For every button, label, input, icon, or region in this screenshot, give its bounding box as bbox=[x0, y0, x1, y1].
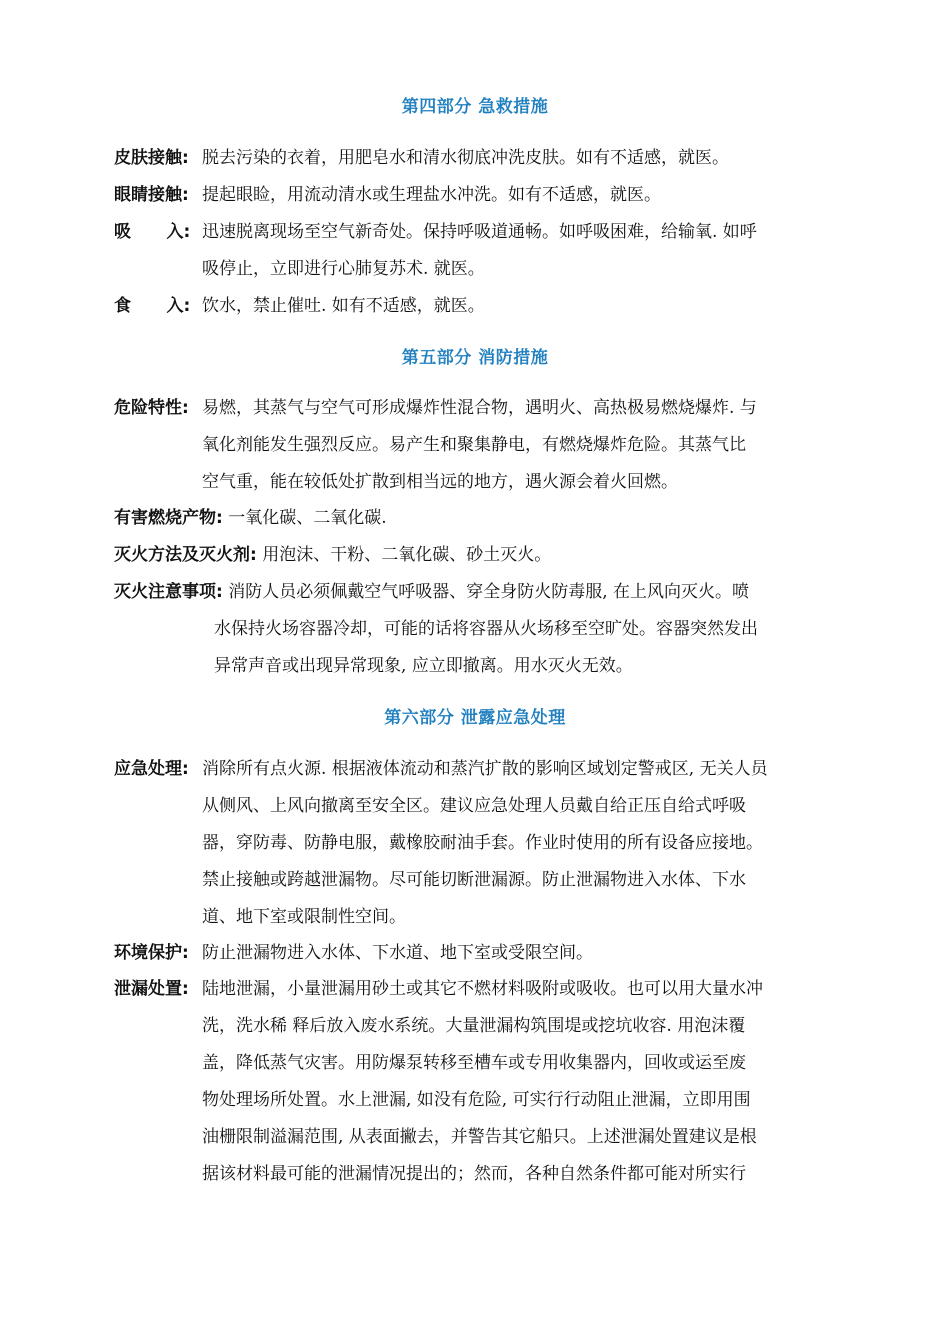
label-extinguishing-method: 灭火方法及灭火剂: bbox=[114, 545, 257, 565]
text-inhalation bbox=[114, 214, 844, 288]
label-skin-contact: 皮肤接触: bbox=[114, 148, 189, 168]
label-emergency-handling: 应急处理: bbox=[114, 759, 189, 779]
text-line: 盖，降低蒸气灾害。用防爆泵转移至槽车或专用收集器内，回收或运至废 bbox=[202, 1053, 746, 1073]
text-ingestion: 饮水，禁止催吐. 如有不适感，就医。 bbox=[202, 296, 485, 316]
label-inhalation: 吸 入: bbox=[114, 222, 191, 242]
entry-combustion-products bbox=[114, 500, 844, 537]
text-line: 氧化剂能发生强烈反应。易产生和聚集静电，有燃烧爆炸危险。其蒸气比 bbox=[202, 435, 746, 455]
section-title-first-aid: 第四部分 急救措施 bbox=[401, 97, 549, 117]
entry-inhalation bbox=[114, 214, 844, 288]
text-line: 器，穿防毒、防静电服，戴橡胶耐油手套。作业时使用的所有设备应接地。 bbox=[202, 833, 763, 853]
text-line: 迅速脱离现场至空气新奇处。保持呼吸道通畅。如呼吸困难，给输氧. 如呼 bbox=[202, 222, 757, 242]
text-line: 物处理场所处置。水上泄漏, 如没有危险, 可实行行动阻止泄漏，立即用围 bbox=[202, 1090, 751, 1110]
section-title-spill-response: 第六部分 泄露应急处理 bbox=[384, 708, 566, 728]
entry-firefighting-notes bbox=[114, 574, 844, 685]
entry-hazard-properties bbox=[114, 390, 844, 501]
label-leak-disposal: 泄漏处置: bbox=[114, 979, 189, 999]
text-line: 易燃，其蒸气与空气可形成爆炸性混合物，遇明火、高热极易燃烧爆炸. 与 bbox=[202, 398, 757, 418]
text-line: 从侧风、上风向撤离至安全区。建议应急处理人员戴自给正压自给式呼吸 bbox=[202, 796, 746, 816]
entry-skin-contact bbox=[114, 140, 844, 177]
text-combustion-products: 一氧化碳、二氧化碳. bbox=[222, 508, 387, 528]
entry-environmental-protection bbox=[114, 935, 844, 972]
text-line: 空气重，能在较低处扩散到相当远的地方，遇火源会着火回燃。 bbox=[202, 472, 678, 492]
text-line: 异常声音或出现异常现象, 应立即撤离。用水灭火无效。 bbox=[214, 656, 633, 676]
text-line bbox=[114, 574, 844, 611]
label-combustion-products: 有害燃烧产物: bbox=[114, 508, 223, 528]
text-extinguishing-method: 用泡沫、干粉、二氧化碳、砂土灭火。 bbox=[256, 545, 552, 565]
text-line: 吸停止，立即进行心肺复苏术. 就医。 bbox=[202, 259, 485, 279]
text-line: 水保持火场容器冷却，可能的话将容器从火场移至空旷处。容器突然发出 bbox=[214, 619, 758, 639]
label-eye-contact: 眼睛接触: bbox=[114, 185, 189, 205]
text-hazard-properties bbox=[114, 390, 844, 501]
text-line: 禁止接触或跨越泄漏物。尽可能切断泄漏源。防止泄漏物进入水体、下水 bbox=[202, 870, 746, 890]
text-line: 陆地泄漏，小量泄漏用砂土或其它不燃材料吸附或吸收。也可以用大量水冲 bbox=[202, 979, 763, 999]
text-line: 洗，洗水稀 释后放入废水系统。大量泄漏构筑围堤或挖坑收容. 用泡沫覆 bbox=[202, 1016, 746, 1036]
entry-extinguishing-method bbox=[114, 537, 844, 574]
text-line: 消除所有点火源. 根据液体流动和蒸汽扩散的影响区域划定警戒区, 无关人员 bbox=[202, 759, 768, 779]
text-emergency-handling bbox=[114, 751, 844, 936]
entry-eye-contact bbox=[114, 177, 844, 214]
text-line: 据该材料最可能的泄漏情况提出的；然而，各种自然条件都可能对所实行 bbox=[202, 1164, 746, 1184]
label-environmental-protection: 环境保护: bbox=[114, 943, 189, 963]
text-line: 道、地下室或限制性空间。 bbox=[202, 907, 406, 927]
label-firefighting-notes: 灭火注意事项: bbox=[114, 582, 223, 602]
text-leak-disposal bbox=[114, 971, 844, 1193]
text-firefighting-notes: 消防人员必须佩戴空气呼吸器、穿全身防火防毒服, 在上风向灭火。喷 bbox=[222, 582, 750, 602]
section-title-firefighting: 第五部分 消防措施 bbox=[401, 348, 549, 368]
text-line: 油栅限制溢漏范围, 从表面撇去，并警告其它船只。上述泄漏处置建议是根 bbox=[202, 1127, 757, 1147]
text-skin-contact: 脱去污染的衣着，用肥皂水和清水彻底冲洗皮肤。如有不适感，就医。 bbox=[202, 148, 729, 168]
entry-emergency-handling bbox=[114, 751, 844, 936]
entry-ingestion bbox=[114, 288, 844, 325]
text-eye-contact: 提起眼睑，用流动清水或生理盐水冲洗。如有不适感，就医。 bbox=[202, 185, 661, 205]
text-environmental-protection: 防止泄漏物进入水体、下水道、地下室或受限空间。 bbox=[202, 943, 593, 963]
label-hazard-properties: 危险特性: bbox=[114, 398, 189, 418]
label-ingestion: 食 入: bbox=[114, 296, 191, 316]
entry-leak-disposal bbox=[114, 971, 844, 1193]
